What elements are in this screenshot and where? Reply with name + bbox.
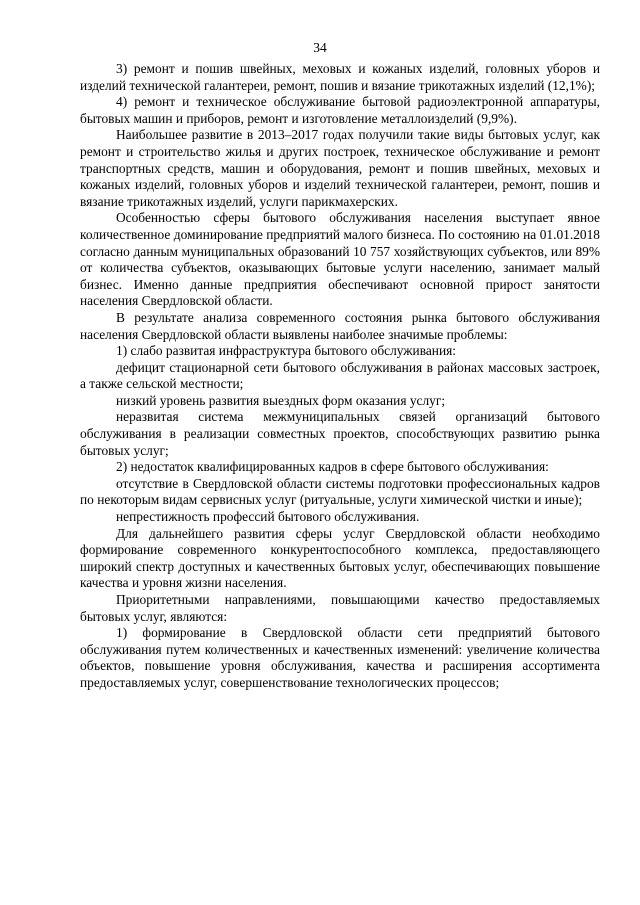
paragraph-priorities: Приоритетными направлениями, повышающими качество предоставляемых бытовых услуг, являются: [80, 592, 600, 624]
paragraph-intermunicipal: неразвитая система межмуниципальных связей организаций бытового обслуживания в реализации совместных проектов, способствующих развитию рынка бытовых услуг; [80, 409, 600, 458]
paragraph-greatest-development: Наибольшее развитие в 2013–2017 годах получили такие виды бытовых услуг, как ремонт и строительство жилья и других построек, техническое обслуживание и ремонт транспортных средств, машин и оборудования, ремонт и пошив швейных, меховых и кожаных изделий, головных уборов и изделий технической галантереи, ремонт, пошив и вязание трикотажных изделий, услуги парикмахерских. [80, 127, 600, 209]
page-number: 34 [313, 40, 327, 55]
paragraph-network-deficit: дефицит стационарной сети бытового обслуживания в районах массовых застроек, а также сельской местности; [80, 359, 600, 392]
paragraph-repair-sewing: 3) ремонт и пошив швейных, меховых и кожаных изделий, головных уборов и изделий технической галантереи, ремонт, пошив и вязание трикотажных изделий (12,1%); [80, 61, 600, 93]
paragraph-training-system: отсутствие в Свердловской области системы подготовки профессиональных кадров по некоторым видам сервисных услуг (ритуальные, услуги химической чистки и иные); [80, 475, 600, 508]
paragraph-network-formation: 1) формирование в Свердловской области сети предприятий бытового обслуживания путем количественных и качественных изменений: увеличение количества объектов, повышение уровня обслуживания, качества и расширения ассортимента предоставляемых услуг, совершенствование технологических процессов; [80, 625, 600, 690]
paragraph-infrastructure: 1) слабо развитая инфраструктура бытового обслуживания: [116, 343, 456, 359]
document-body [80, 61, 600, 692]
paragraph-further-development: Для дальнейшего развития сферы услуг Свердловской области необходимо формирование современного конкурентоспособного комплекса, предоставляющего широкий спектр доступных и качественных бытовых услуг, обеспечивающих повышение качества и уровня жизни населения. [80, 525, 600, 591]
paragraph-small-business: Особенностью сферы бытового обслуживания населения выступает явное количественное доминирование предприятий малого бизнеса. По состоянию на 01.01.2018 согласно данным муниципальных образований 10 757 хозяйствующих субъектов, или 89% от количества субъектов, оказывающих бытовые услуги населению, занимает малый бизнес. Именно данные предприятия обеспечивают основной прирост занятости населения Свердловской области. [80, 210, 600, 309]
paragraph-prestige: непрестижность профессий бытового обслуживания. [116, 509, 420, 525]
paragraph-mobile-services: низкий уровень развития выездных форм оказания услуг; [116, 392, 446, 408]
paragraph-staff-shortage: 2) недостаток квалифицированных кадров в сфере бытового обслуживания: [116, 459, 549, 475]
paragraph-analysis-problems: В результате анализа современного состояния рынка бытового обслуживания населения Свердловской области выявлены наиболее значимые проблемы: [80, 309, 600, 342]
paragraph-repair-electronics: 4) ремонт и техническое обслуживание бытовой радиоэлектронной аппаратуры, бытовых машин и приборов, ремонт и изготовление металлоизделий (9,9%). [80, 94, 600, 126]
